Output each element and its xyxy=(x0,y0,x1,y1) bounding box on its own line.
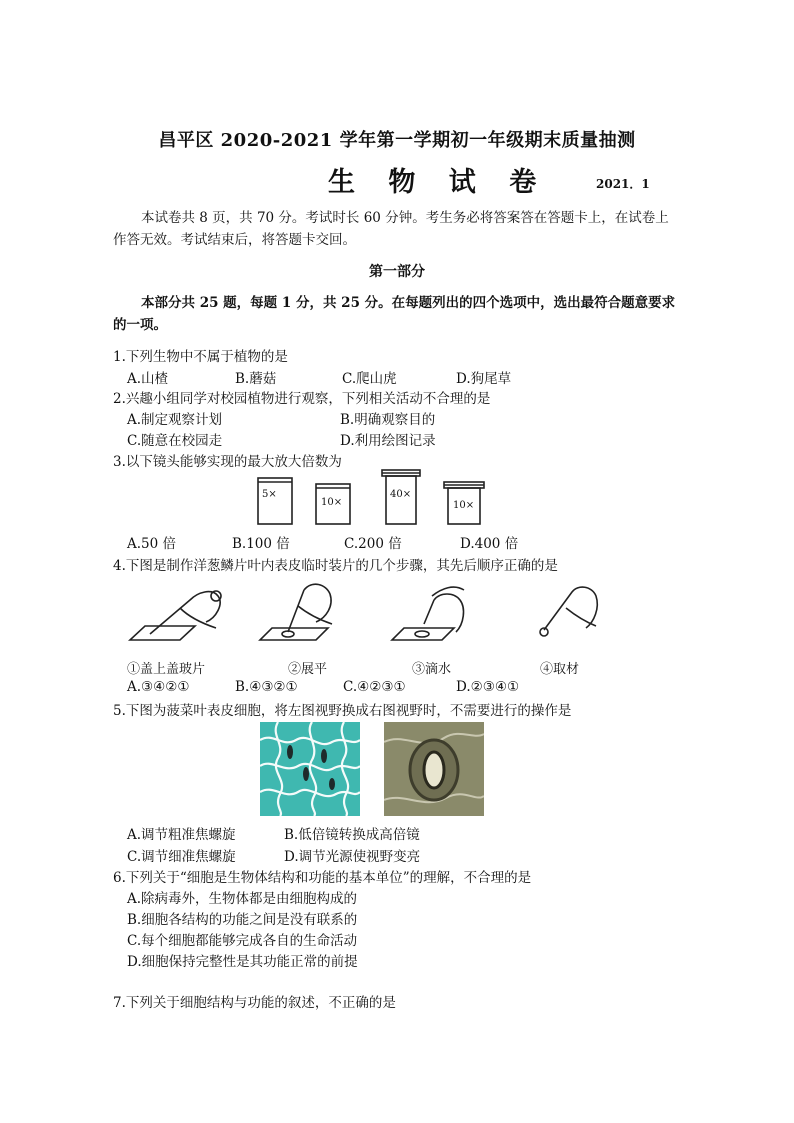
question-2-option-d: D.利用绘图记录 xyxy=(340,433,436,449)
question-1-option-b: B.蘑菇 xyxy=(235,371,277,387)
step-1-caption: ①盖上盖玻片 xyxy=(127,662,206,677)
part-instructions-line-1: 本部分共 25 题，每题 1 分，共 25 分。在每题列出的四个选项中，选出最符合题意要求 xyxy=(141,295,676,311)
lens-1 xyxy=(258,478,292,524)
question-4-option-b: B.④③②① xyxy=(235,679,298,695)
question-6-stem: 6.下列关于“细胞是生物体结构和功能的基本单位”的理解，不合理的是 xyxy=(113,870,532,886)
lens-4-label: 10× xyxy=(453,500,475,511)
step-4-caption: ④取材 xyxy=(540,662,580,677)
question-5-option-b: B.低倍镜转换成高倍镜 xyxy=(284,827,420,843)
step-4-illustration xyxy=(540,587,597,636)
question-5-stem: 5.下图为菠菜叶表皮细胞，将左图视野换成右图视野时，不需要进行的操作是 xyxy=(113,703,572,719)
lens-2-label: 10× xyxy=(321,497,343,508)
part-heading: 第一部分 xyxy=(369,264,425,280)
question-2-option-a: A.制定观察计划 xyxy=(127,412,223,428)
lens-1-label: 5× xyxy=(262,489,277,500)
part-instructions-line-2: 的一项。 xyxy=(113,317,167,333)
question-6-option-d: D.细胞保持完整性是其功能正常的前提 xyxy=(127,954,358,970)
question-3-option-c: C.200 倍 xyxy=(344,536,402,552)
intro-line-1: 本试卷共 8 页，共 70 分。考试时长 60 分钟。考生务必将答案答在答题卡上，在试卷上 xyxy=(141,210,669,226)
question-2-option-b: B.明确观察目的 xyxy=(340,412,436,428)
question-2-option-c: C.随意在校园走 xyxy=(127,433,223,449)
question-4-stem: 4.下图是制作洋葱鳞片叶内表皮临时装片的几个步骤，其先后顺序正确的是 xyxy=(113,558,558,574)
step-3-illustration xyxy=(392,587,464,640)
step-1-illustration xyxy=(130,591,221,640)
question-3-option-d: D.400 倍 xyxy=(460,536,519,552)
question-1-stem: 1.下列生物中不属于植物的是 xyxy=(113,349,288,365)
question-2-stem: 2.兴趣小组同学对校园植物进行观察，下列相关活动不合理的是 xyxy=(113,391,491,407)
exam-title: 昌平区 2020-2021 学年第一学期初一年级期末质量抽测 xyxy=(158,130,636,151)
slide-steps-figure xyxy=(120,578,610,654)
step-2-caption: ②展平 xyxy=(288,662,328,677)
question-1-option-c: C.爬山虎 xyxy=(342,371,397,387)
step-2-illustration xyxy=(260,584,332,640)
intro-line-2: 作答无效。考试结束后，将答题卡交回。 xyxy=(113,232,356,248)
step-3-caption: ③滴水 xyxy=(412,662,452,677)
question-1-option-a: A.山楂 xyxy=(127,371,169,387)
micrograph-high-power xyxy=(384,722,484,816)
question-5-option-a: A.调节粗准焦螺旋 xyxy=(127,827,236,843)
question-5-option-c: C.调节细准焦螺旋 xyxy=(127,849,236,865)
lens-figure xyxy=(250,466,500,528)
question-3-option-b: B.100 倍 xyxy=(232,536,290,552)
question-3-stem: 3.以下镜头能够实现的最大放大倍数为 xyxy=(113,454,342,470)
question-1-option-d: D.狗尾草 xyxy=(456,371,512,387)
question-6-option-b: B.细胞各结构的功能之间是没有联系的 xyxy=(127,912,358,928)
question-7-stem: 7.下列关于细胞结构与功能的叙述，不正确的是 xyxy=(113,995,396,1011)
question-4-option-d: D.②③④① xyxy=(456,679,520,695)
question-6-option-c: C.每个细胞都能够完成各自的生命活动 xyxy=(127,933,358,949)
exam-subject: 生 物 试 卷 xyxy=(328,167,549,198)
question-4-option-c: C.④②③① xyxy=(343,679,406,695)
question-3-option-a: A.50 倍 xyxy=(127,536,177,552)
micrograph-low-power xyxy=(260,722,360,816)
exam-date: 2021．1 xyxy=(596,177,650,191)
question-6-option-a: A.除病毒外，生物体都是由细胞构成的 xyxy=(127,891,358,907)
question-5-option-d: D.调节光源使视野变亮 xyxy=(284,849,421,865)
lens-3-label: 40× xyxy=(390,489,412,500)
question-4-option-a: A.③④②① xyxy=(127,679,190,695)
